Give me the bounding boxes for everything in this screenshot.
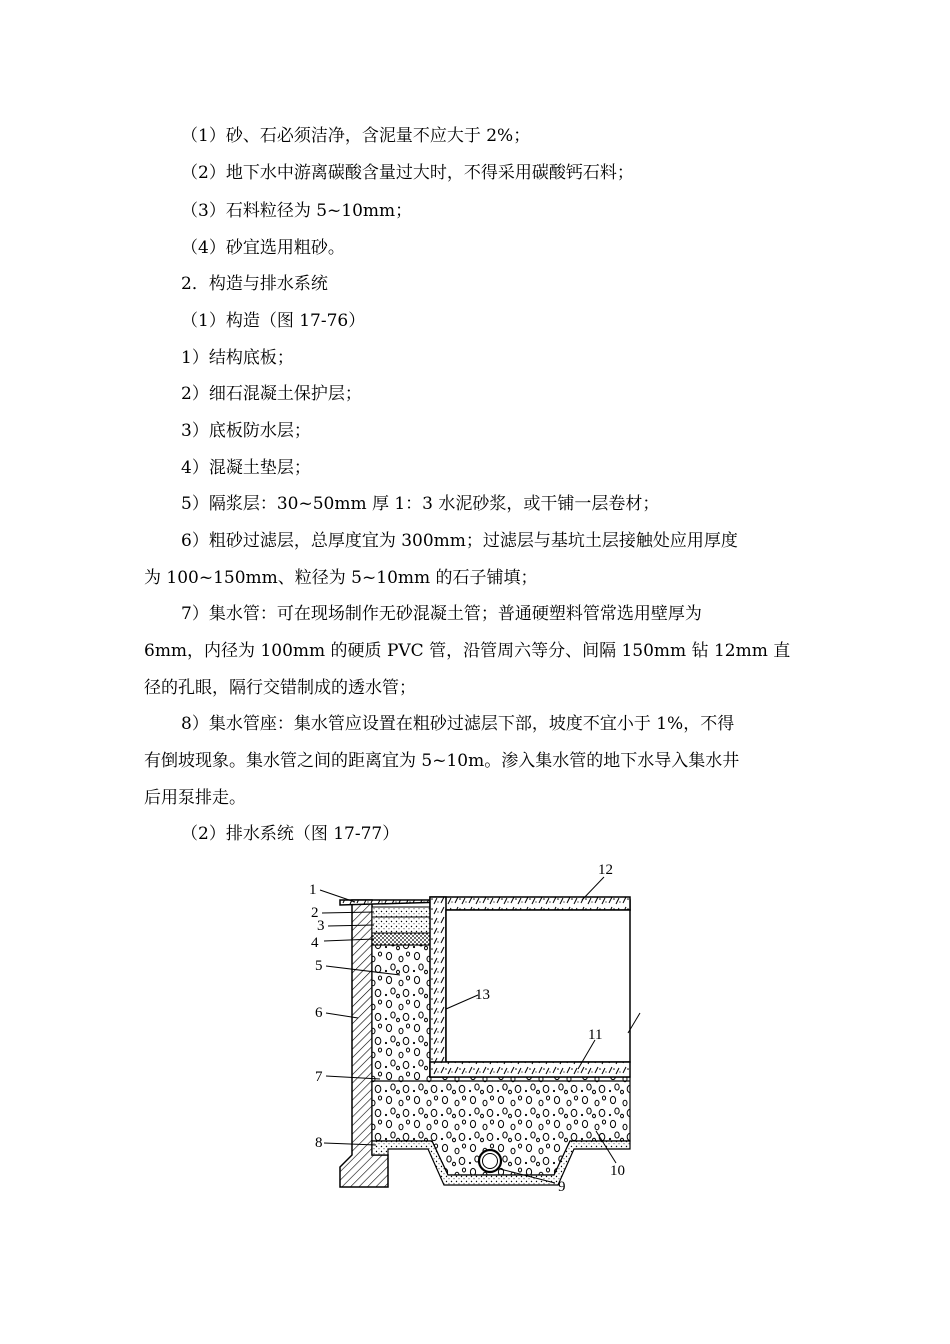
- text-line: （3）石料粒径为 5~10mm；: [181, 201, 413, 221]
- callout-4: 4: [311, 935, 319, 951]
- text-line: 为 100~150mm、粒径为 5~10mm 的石子铺填；: [144, 568, 538, 588]
- strip-layer-2: [372, 907, 430, 917]
- strip-layer-4: [372, 933, 430, 945]
- text-line: 8）集水管座：集水管应设置在粗砂过滤层下部，坡度不宜小于 1%，不得: [181, 714, 735, 734]
- text-line: 6）粗砂过滤层，总厚度宜为 300mm；过滤层与基坑土层接触处应用厚度: [181, 531, 738, 551]
- drainage-section-figure: [300, 855, 655, 1200]
- inner-wall: [430, 897, 446, 1077]
- callout-10: 10: [610, 1163, 625, 1179]
- text-line: 后用泵排走。: [144, 788, 246, 808]
- section-heading: 2．构造与排水系统: [181, 274, 328, 294]
- text-line: （2）排水系统（图 17-77）: [181, 824, 400, 844]
- callout-2: 2: [311, 905, 319, 921]
- callout-8: 8: [315, 1135, 323, 1151]
- text-line: 6mm，内径为 100mm 的硬质 PVC 管，沿管周六等分、间隔 150mm 钻 12mm 直: [144, 641, 791, 661]
- callout-7: 7: [315, 1069, 323, 1085]
- callout-12: 12: [598, 862, 613, 878]
- text-line: 4）混凝土垫层；: [181, 458, 311, 478]
- callout-1: 1: [309, 882, 317, 898]
- text-line: （1）构造（图 17-76）: [181, 311, 366, 331]
- text-line: 5）隔浆层：30~50mm 厚 1：3 水泥砂浆，或干铺一层卷材；: [181, 494, 660, 514]
- strip-layer-3: [372, 917, 430, 933]
- text-line: 有倒坡现象。集水管之间的距离宜为 5~10m。渗入集水管的地下水导入集水井: [144, 751, 740, 771]
- text-line: （4）砂宜选用粗砂。: [181, 238, 345, 258]
- callout-9: 9: [558, 1179, 566, 1195]
- text-line: 1）结构底板；: [181, 348, 294, 368]
- text-line: （2）地下水中游离碳酸含量过大时，不得采用碳酸钙石料；: [181, 163, 634, 183]
- text-line: 7）集水管：可在现场制作无砂混凝土管；普通硬塑料管常选用壁厚为: [181, 604, 702, 624]
- callout-3: 3: [317, 918, 325, 934]
- text-line: 2）细石混凝土保护层；: [181, 384, 362, 404]
- callout-5: 5: [315, 958, 323, 974]
- callout-11: 11: [588, 1027, 603, 1043]
- text-line: 径的孔眼，隔行交错制成的透水管；: [144, 678, 416, 698]
- callout-13: 13: [475, 987, 490, 1003]
- text-line: 3）底板防水层；: [181, 421, 311, 441]
- callout-6: 6: [315, 1005, 323, 1021]
- bottom-slab: [430, 1062, 630, 1077]
- text-line: （1）砂、石必须洁净，含泥量不应大于 2%；: [181, 126, 531, 146]
